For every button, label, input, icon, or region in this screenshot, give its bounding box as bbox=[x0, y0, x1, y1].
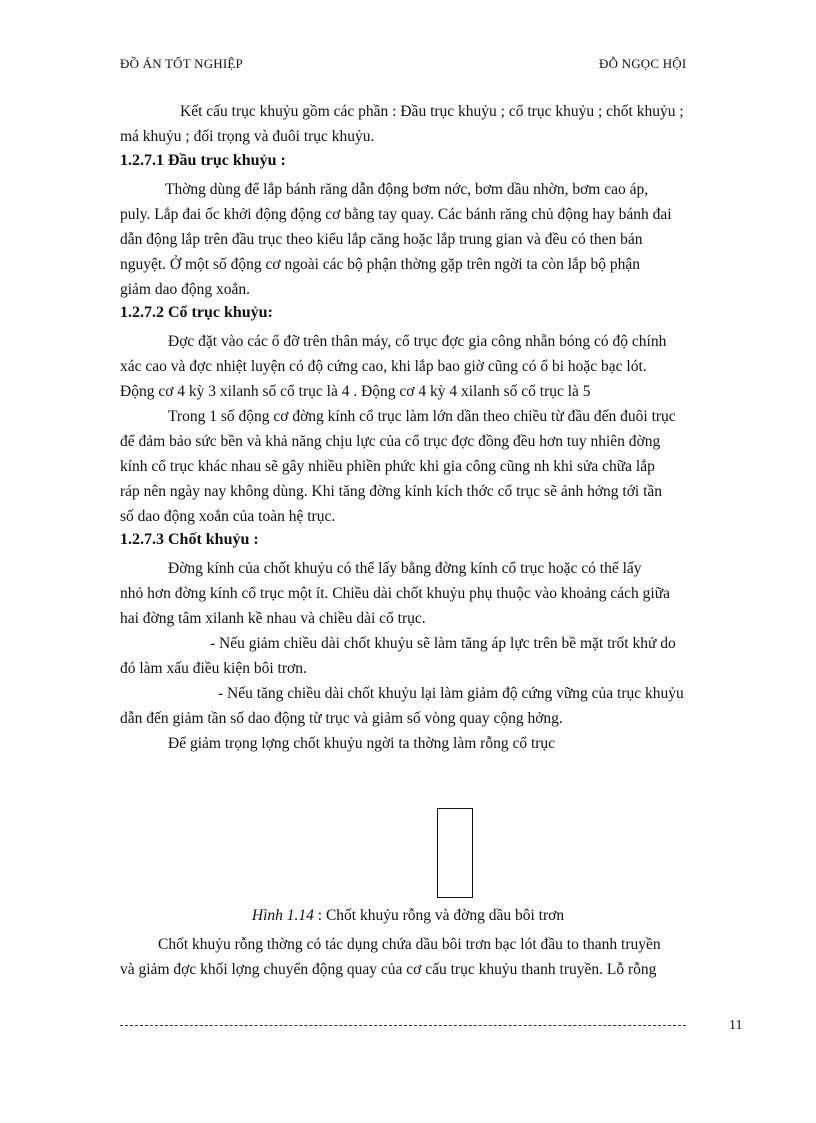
section-2-p1-line-2: xác cao và đợc nhiệt luyện có độ cứng cao, khi lắp bao giờ cũng có ổ bi hoặc bạc lót. bbox=[120, 358, 647, 375]
section-3-bullet-1-line-1: - Nếu giảm chiều dài chốt khuỷu sẽ làm tăng áp lực trên bề mặt trốt khử do bbox=[210, 635, 676, 652]
section-3-bullet-1-line-2: đó làm xấu điều kiện bôi trơn. bbox=[120, 660, 307, 677]
page-header-right: ĐỖ NGỌC HỘI bbox=[599, 56, 687, 71]
section-1-line-4: nguyệt. Ở một số động cơ ngoài các bộ phận thờng gặp trên ngời ta còn lắp bộ phận bbox=[120, 256, 641, 273]
section-3-bullet-2-line-1: - Nếu tăng chiều dài chốt khuỷu lại làm giảm độ cứng vững của trục khuỷu bbox=[218, 685, 684, 702]
figure-caption-text: : Chốt khuỷu rỗng và đờng dầu bôi trơn bbox=[313, 907, 565, 924]
section-2-p2-line-2: để đảm bảo sức bền và khả năng chịu lực của cổ trục đợc đồng đều hơn tuy nhiên đờng bbox=[120, 433, 661, 450]
page-header-left: ĐỒ ÁN TỐT NGHIỆP bbox=[120, 56, 243, 71]
section-3-p2: Để giảm trọng lợng chốt khuỷu ngời ta thờng làm rỗng cổ trục bbox=[168, 735, 556, 752]
section-2-p2-line-4: ráp nên ngày nay không dùng. Khi tăng đờng kính kích thớc cổ trục sẽ ảnh hởng tới tần bbox=[120, 483, 663, 500]
section-1-line-1: Thờng dùng để lắp bánh răng dẫn động bơm nớc, bơm dầu nhờn, bơm cao áp, bbox=[165, 181, 649, 198]
section-1-line-5: giảm dao động xoắn. bbox=[120, 281, 251, 298]
section-2-p1-line-3: Động cơ 4 kỳ 3 xilanh số cổ trục là 4 . Động cơ 4 kỳ 4 xilanh số cổ trục là 5 bbox=[120, 383, 591, 400]
intro-line-2: má khuỷu ; đối trọng và đuôi trục khuỷu. bbox=[120, 128, 375, 145]
figure-caption-label: Hình 1.14 bbox=[251, 907, 314, 924]
section-3-p1-line-2: nhỏ hơn đờng kính cổ trục một ít. Chiều dài chốt khuỷu phụ thuộc vào khoảng cách giữa bbox=[120, 585, 670, 602]
section-heading-2: 1.2.7.2 Cổ trục khuỷu: bbox=[120, 304, 273, 321]
figure-caption bbox=[0, 907, 816, 925]
section-3-p1-line-1: Đờng kính của chốt khuỷu có thể lấy bằng đờng kính cổ trục hoặc có thể lấy bbox=[168, 560, 642, 577]
section-2-p1-line-1: Đợc đặt vào các ổ đỡ trên thân máy, cổ trục đợc gia công nhẵn bóng có độ chính bbox=[168, 333, 667, 350]
section-2-p2-line-3: kính cổ trục khác nhau sẽ gây nhiều phiền phức khi gia công cũng nh khi sửa chữa lắp bbox=[120, 458, 655, 475]
intro-line-1: Kết cấu trục khuỷu gồm các phần : Đầu trục khuỷu ; cổ trục khuỷu ; chốt khuỷu ; bbox=[180, 103, 684, 120]
section-1-line-2: puly. Lắp đai ốc khởi động động cơ bằng tay quay. Các bánh răng chủ động hay bánh đai bbox=[120, 206, 672, 223]
section-3-bullet-2-line-2: dẫn đến giảm tần số dao động từ trục và giảm số vòng quay cộng hởng. bbox=[120, 710, 563, 727]
section-heading-1: 1.2.7.1 Đầu trục khuỷu : bbox=[120, 152, 286, 169]
section-heading-3: 1.2.7.3 Chốt khuỷu : bbox=[120, 531, 259, 548]
page-number: 11 bbox=[729, 1018, 743, 1033]
closing-line-2: và giảm đợc khối lợng chuyển động quay của cơ cấu trục khuỷu thanh truyền. Lỗ rỗng bbox=[120, 961, 657, 978]
section-2-p2-line-5: số dao động xoắn của toàn hệ trục. bbox=[120, 508, 336, 525]
hollow-crankpin-figure bbox=[437, 808, 473, 898]
section-2-p2-line-1: Trong 1 số động cơ đờng kính cổ trục làm lớn dần theo chiều từ đầu đến đuôi trục bbox=[168, 408, 676, 425]
closing-line-1: Chốt khuỷu rỗng thờng có tác dụng chứa dầu bôi trơn bạc lót đầu to thanh truyền bbox=[158, 936, 661, 953]
section-3-p1-line-3: hai đờng tâm xilanh kề nhau và chiều dài cổ trục. bbox=[120, 610, 426, 627]
section-1-line-3: dẫn động lắp trên đầu trục theo kiểu lắp căng hoặc lắp trung gian và đều có then bán bbox=[120, 231, 643, 248]
footer-divider bbox=[120, 1025, 686, 1026]
